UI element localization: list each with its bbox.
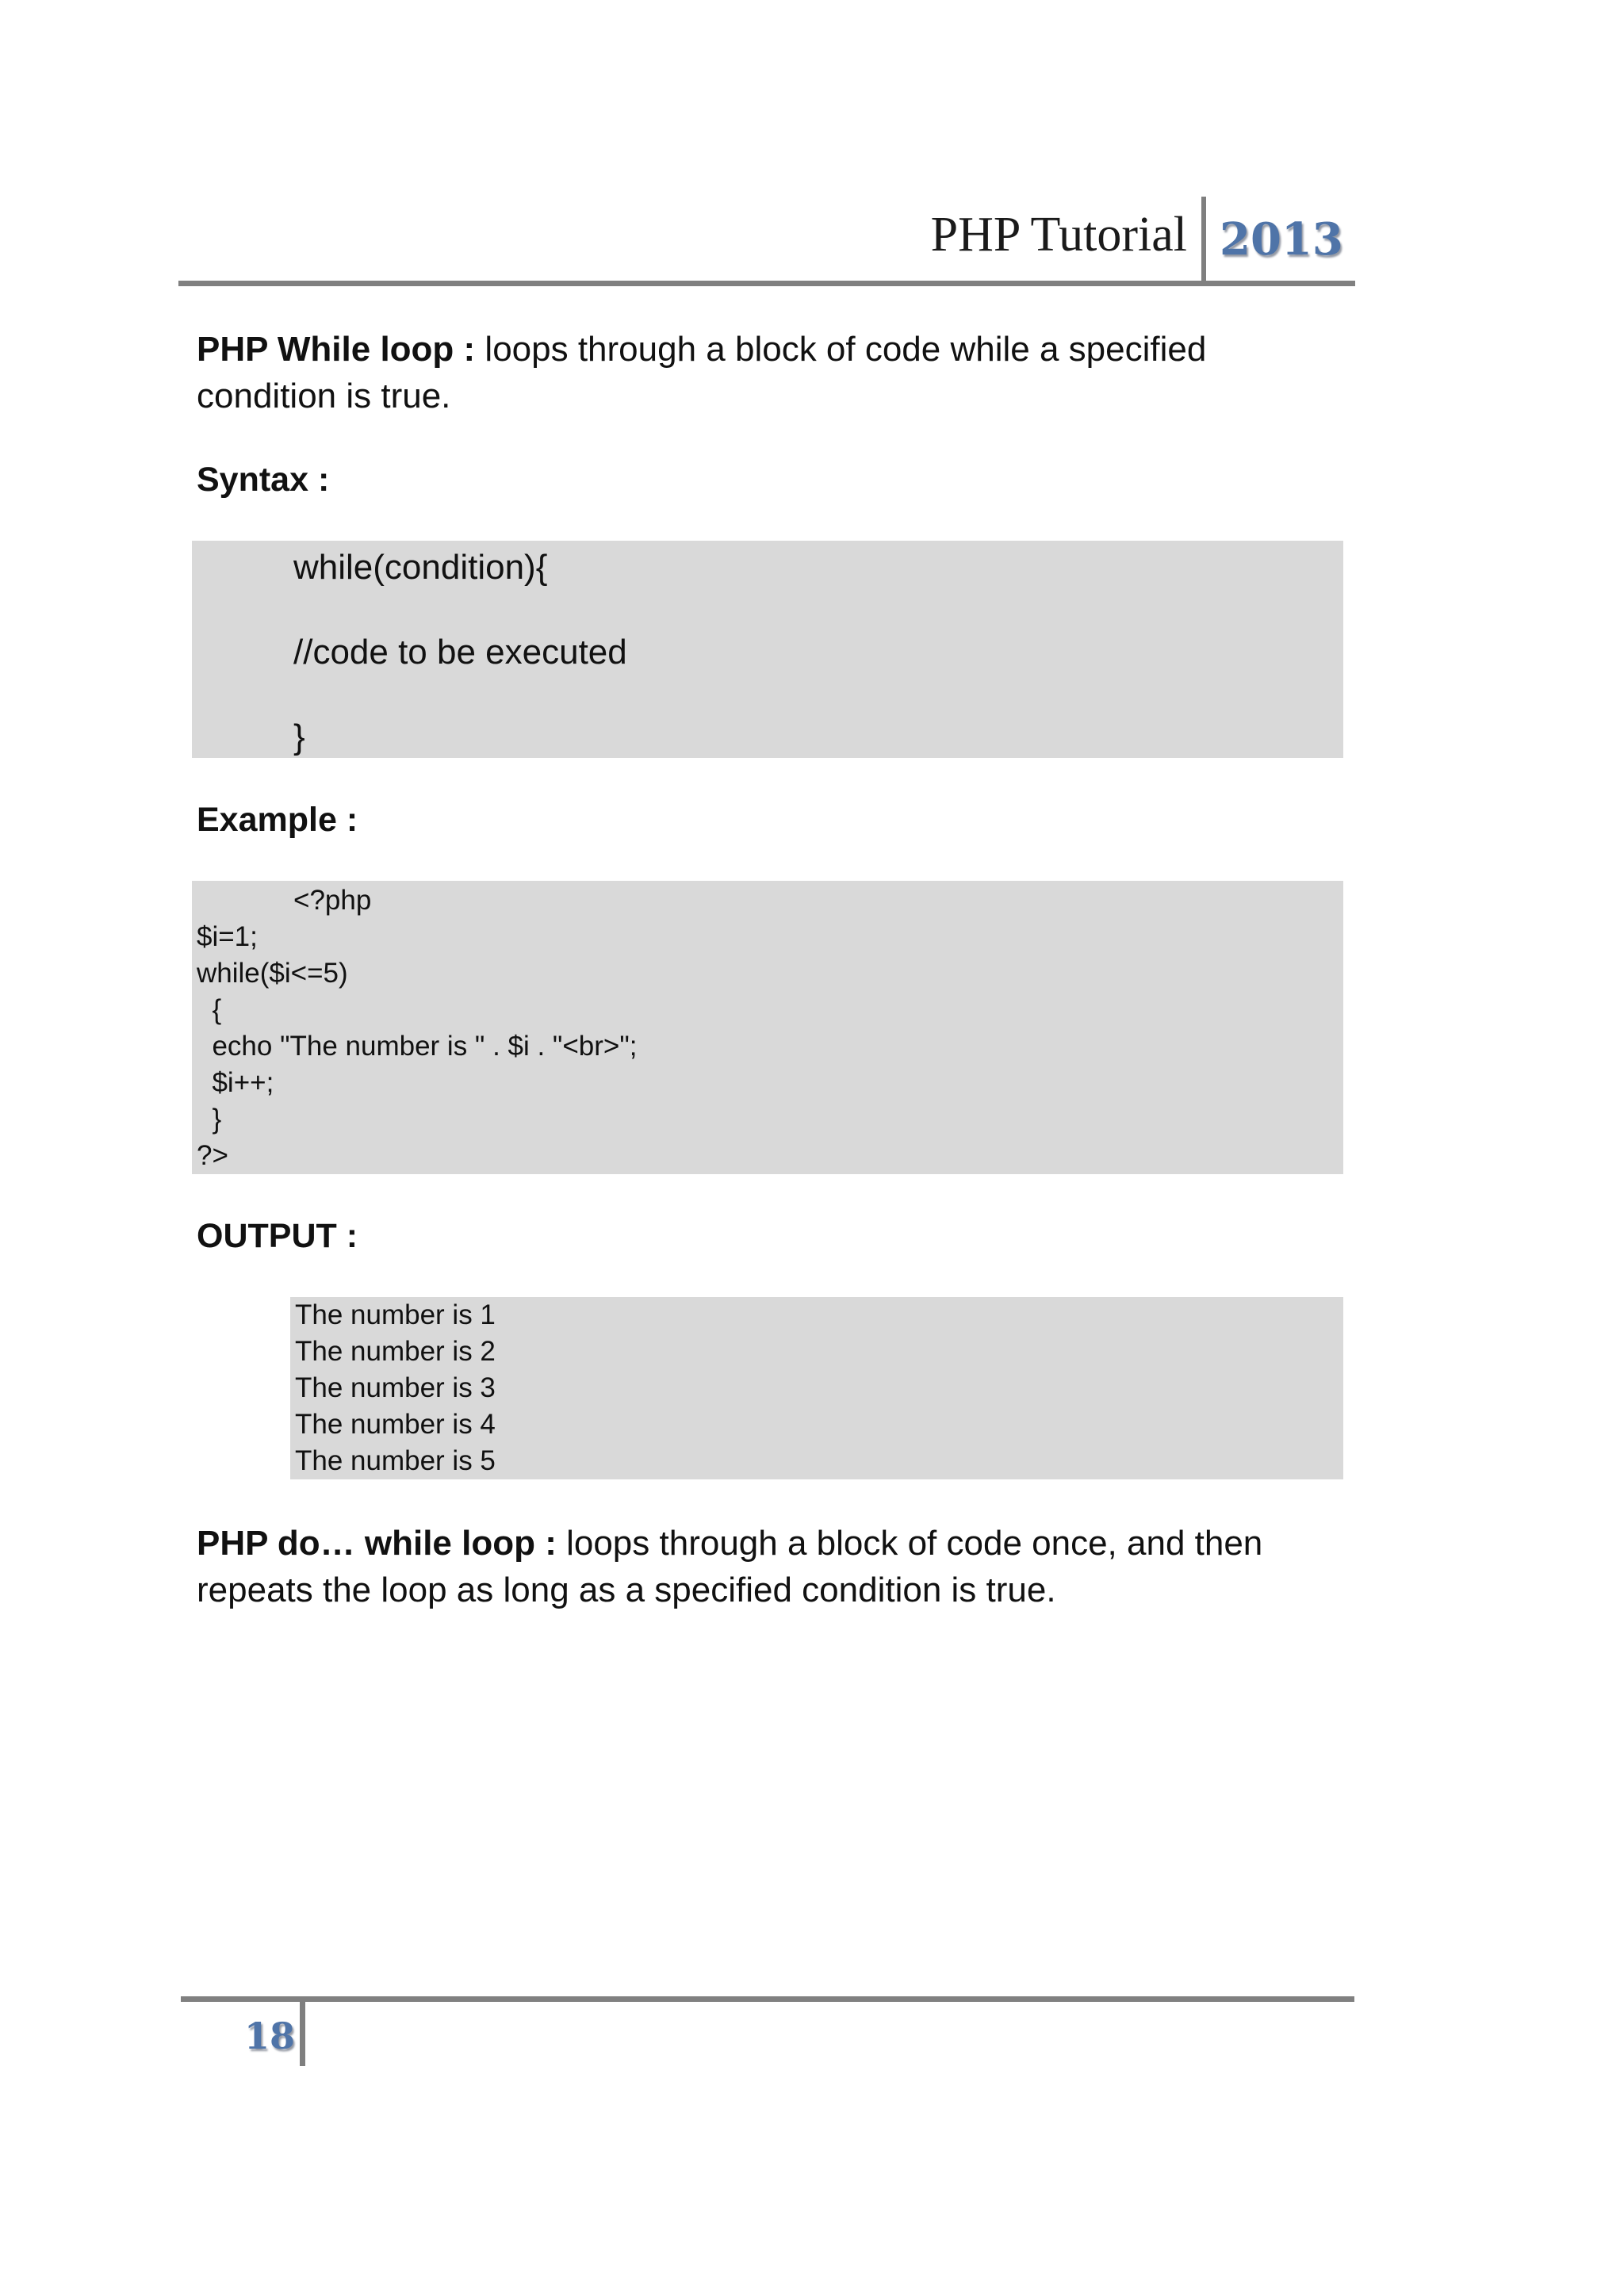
output-line: The number is 4 bbox=[295, 1409, 496, 1440]
syntax-code-box bbox=[192, 541, 1343, 758]
syntax-line: //code to be executed bbox=[293, 633, 627, 672]
header-year: 2013 bbox=[1220, 213, 1343, 266]
do-while-loop-term: PHP do… while loop : bbox=[197, 1524, 557, 1563]
output-heading: OUTPUT : bbox=[197, 1217, 358, 1255]
syntax-line: while(condition){ bbox=[293, 548, 548, 587]
code-line: $i++; bbox=[197, 1067, 274, 1098]
syntax-heading: Syntax : bbox=[197, 461, 330, 499]
footer-divider bbox=[300, 2001, 305, 2066]
output-line: The number is 3 bbox=[295, 1372, 496, 1403]
header-divider bbox=[1201, 197, 1206, 285]
do-while-loop-text: loops through a block of code once, and then repeats the loop as long as a specified condition is true. bbox=[197, 1524, 1263, 1609]
output-line: The number is 2 bbox=[295, 1336, 496, 1367]
code-line: echo "The number is " . $i . "<br>"; bbox=[197, 1031, 638, 1062]
example-code-box bbox=[192, 881, 1343, 1174]
example-heading: Example : bbox=[197, 801, 358, 839]
while-loop-description bbox=[197, 326, 1354, 419]
code-line: { bbox=[197, 994, 222, 1025]
page-number: 18 bbox=[244, 2015, 296, 2057]
code-line: $i=1; bbox=[197, 921, 258, 952]
header-rule bbox=[178, 281, 1355, 286]
output-box bbox=[290, 1297, 1343, 1479]
while-loop-term: PHP While loop : bbox=[197, 330, 476, 369]
output-line: The number is 1 bbox=[295, 1299, 496, 1330]
code-line: while($i<=5) bbox=[197, 958, 348, 989]
code-line: } bbox=[197, 1104, 222, 1135]
syntax-line: } bbox=[293, 718, 305, 756]
footer-rule bbox=[181, 1996, 1354, 2002]
code-line: ?> bbox=[197, 1140, 228, 1171]
do-while-loop-description bbox=[197, 1520, 1354, 1613]
page-header-title: PHP Tutorial bbox=[930, 208, 1187, 262]
code-line: <?php bbox=[293, 885, 372, 916]
output-line: The number is 5 bbox=[295, 1445, 496, 1476]
while-loop-text: loops through a block of code while a specified condition is true. bbox=[197, 330, 1207, 415]
